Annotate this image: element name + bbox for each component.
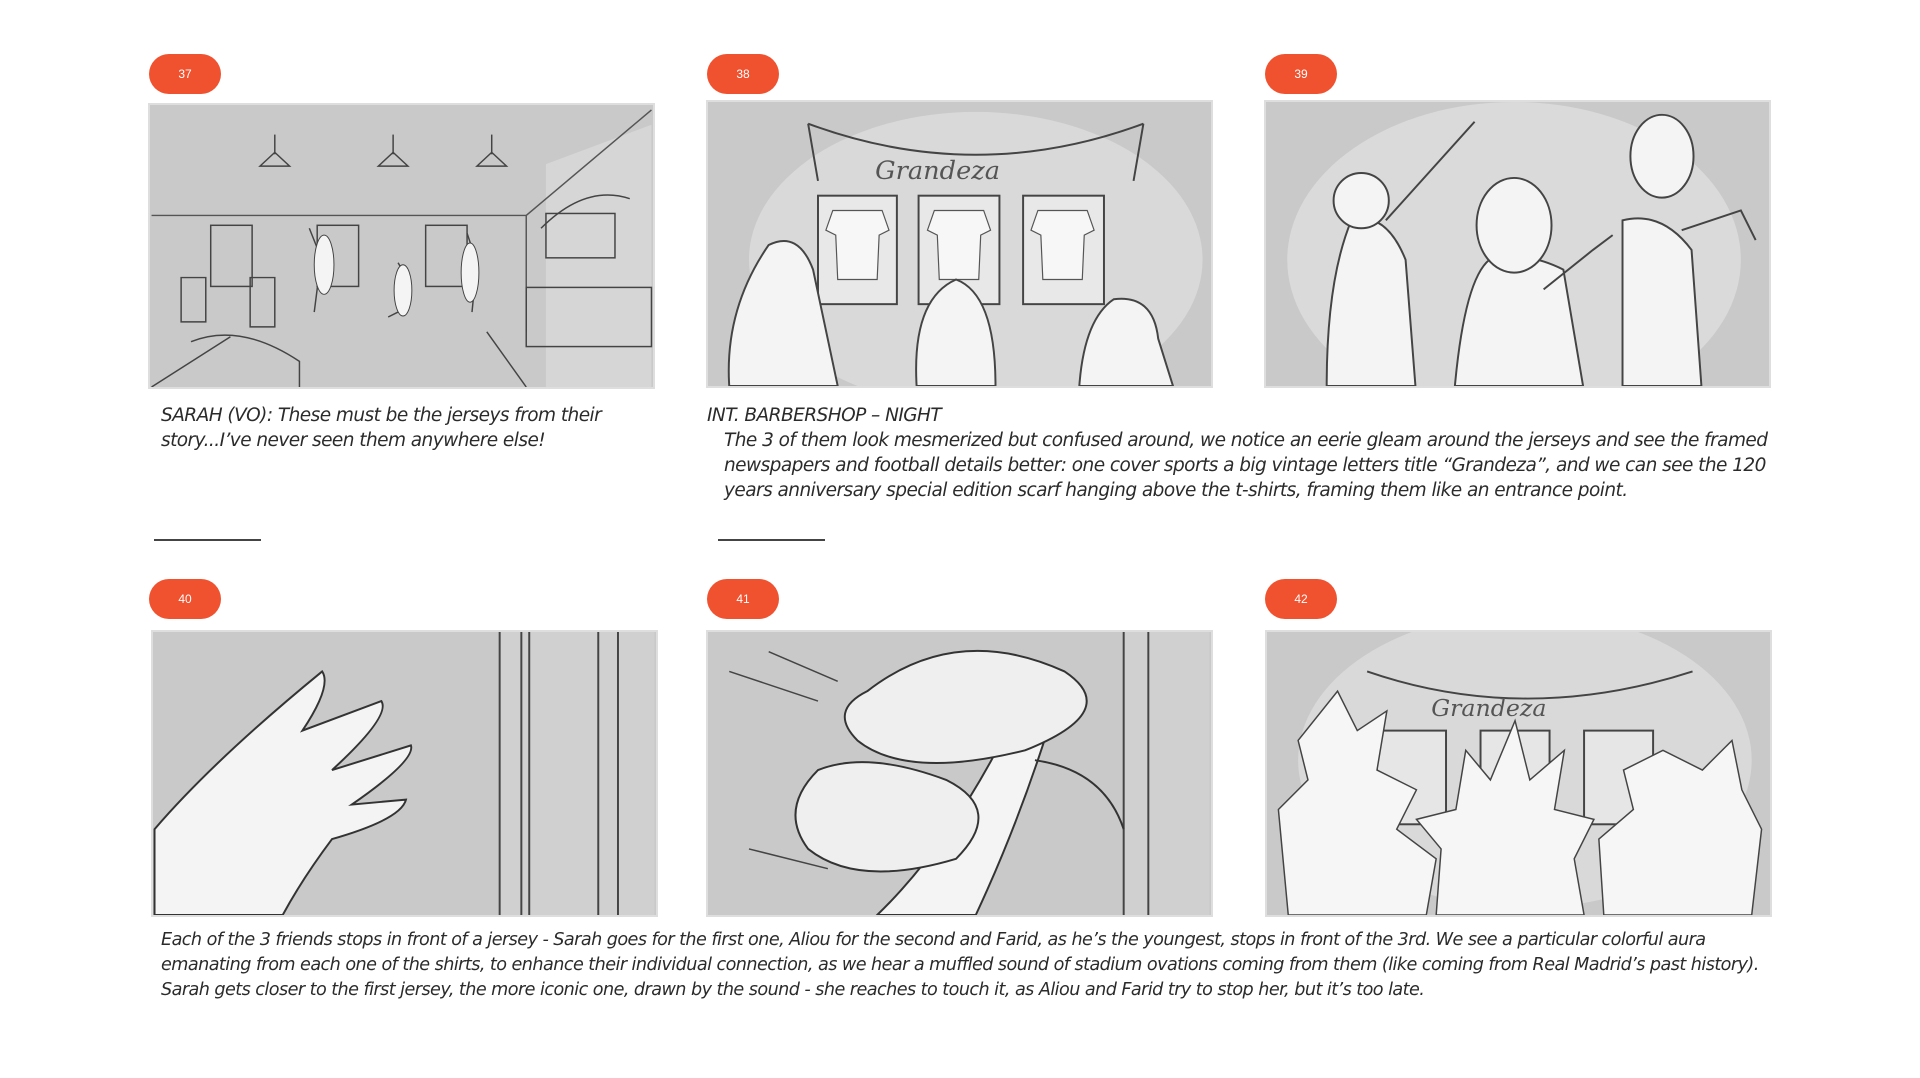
characters-reacting-sketch: [1266, 102, 1769, 386]
panel-number-badge: 42: [1265, 579, 1337, 619]
caption-line: The 3 of them look mesmerized but confused around, we notice an eerie gleam around the jerseys and see the framed: [724, 430, 1768, 451]
grandeza-sign-text: Grandeza: [1431, 693, 1547, 722]
caption-line: Each of the 3 friends stops in front of a jersey - Sarah goes for the first one, Aliou for the second and Farid, as he’s the youngest, stops in front of the 3rd. We see a particular colorful aura: [161, 930, 1706, 950]
grandeza-sign-text: Grandeza: [875, 155, 1001, 186]
separator-line: [154, 539, 261, 541]
storyboard-panel-41: [706, 630, 1213, 917]
panel-number-badge: 40: [149, 579, 221, 619]
panel-number-badge: 39: [1265, 54, 1337, 94]
panel-number-badge: 37: [149, 54, 221, 94]
caption-line: emanating from each one of the shirts, to enhance their individual connection, as we hear a muffled sound of stadium ovations coming from them (like coming from Real Madrid’s past history).: [161, 955, 1759, 975]
storyboard-panel-40: [151, 630, 658, 917]
separator-line: [718, 539, 825, 541]
caption-line: SARAH (VO): These must be the jerseys from their: [161, 405, 602, 426]
storyboard-panel-42: [1265, 630, 1772, 917]
panel-number-badge: 41: [707, 579, 779, 619]
caption-line: years anniversary special edition scarf hanging above the t-shirts, framing them like an entrance point.: [724, 480, 1628, 501]
storyboard-panel-37: [148, 103, 655, 389]
panel-number-badge: 38: [707, 54, 779, 94]
storyboard-panel-38: [706, 100, 1213, 388]
caption-line: story...I’ve never seen them anywhere else!: [161, 430, 546, 451]
scene-heading: INT. BARBERSHOP – NIGHT: [707, 405, 942, 426]
framed-jerseys-sketch: [708, 102, 1211, 386]
caption-line: Sarah gets closer to the first jersey, the more iconic one, drawn by the sound - she reaches to touch it, as Aliou and Farid try to stop her, but it’s too late.: [161, 980, 1425, 1000]
caption-panel-40-42: [161, 928, 1759, 1003]
caption-line: newspapers and football details better: one cover sports a big vintage letters title “Grandeza”, and we can see the 120: [724, 455, 1766, 476]
caption-panel-37: [161, 403, 601, 453]
hand-reaching-sketch: [153, 632, 656, 915]
caption-panel-38-39: [707, 403, 1767, 503]
scarf-swirl-sketch: [708, 632, 1211, 915]
barbershop-interior-sketch: [150, 105, 653, 387]
aura-explosion-sketch: [1267, 632, 1770, 915]
storyboard-panel-39: [1264, 100, 1771, 388]
